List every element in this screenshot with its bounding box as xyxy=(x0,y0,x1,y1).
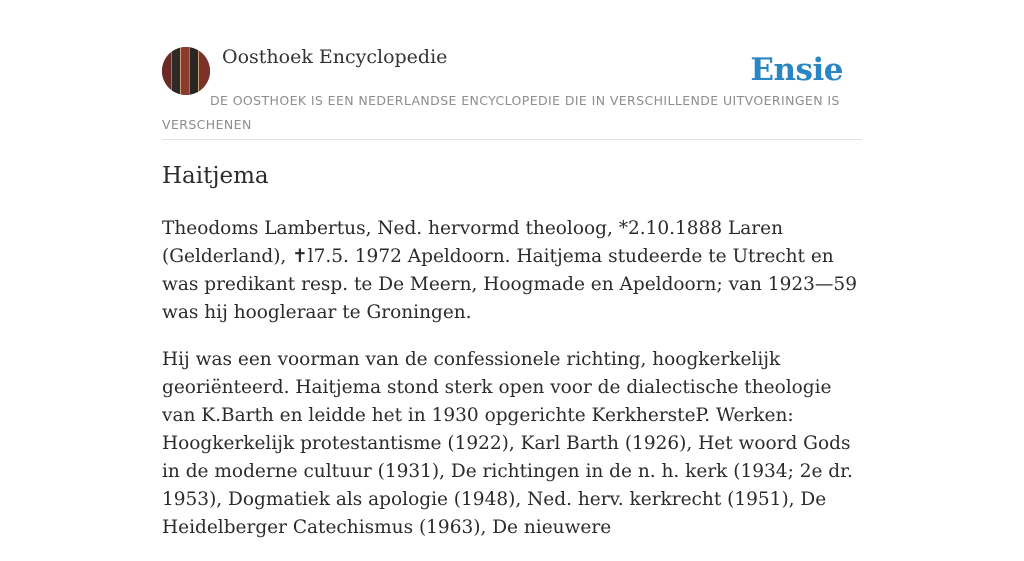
article-body xyxy=(162,215,862,561)
site-header xyxy=(162,0,862,140)
site-tagline: DE OOSTHOEK IS EEN NEDERLANDSE ENCYCLOPEDIE DIE IN VERSCHILLENDE UITVOERINGEN IS VERSCHENEN xyxy=(162,93,840,132)
brand-logo[interactable]: Ensie xyxy=(750,52,843,88)
article-title: Haitjema xyxy=(162,163,269,189)
article-paragraph: Theodoms Lambertus, Ned. hervormd theoloog, *2.10.1888 Laren (Gelderland), ✝l7.5. 1972 Apeldoorn. Haitjema studeerde te Utrecht en was predikant resp. te De Meern, Hoogmade en Apeldoorn; van 1923—59 was hij hoogleraar te Groningen. xyxy=(162,218,857,323)
page xyxy=(162,0,862,538)
article-paragraph: Hij was een voorman van de confessionele richting, hoogkerkelijk georiënteerd. Haitjema stond sterk open voor de dialectische theologie van K.Barth en leidde het in 1930 opgerichte KerkhersteP. Werken: Hoogkerkelijk protestantisme (1922), Karl Barth (1926), Het woord Gods in de moderne cultuur (1931), De richtingen in de n. h. kerk (1934; 2e dr. 1953), Dogmatiek als apologie (1948), Ned. herv. kerkrecht (1951), De Heidelberger Catechismus (1963), De nieuwere xyxy=(162,349,853,538)
books-icon[interactable] xyxy=(162,47,210,95)
site-title[interactable]: Oosthoek Encyclopedie xyxy=(222,46,448,68)
